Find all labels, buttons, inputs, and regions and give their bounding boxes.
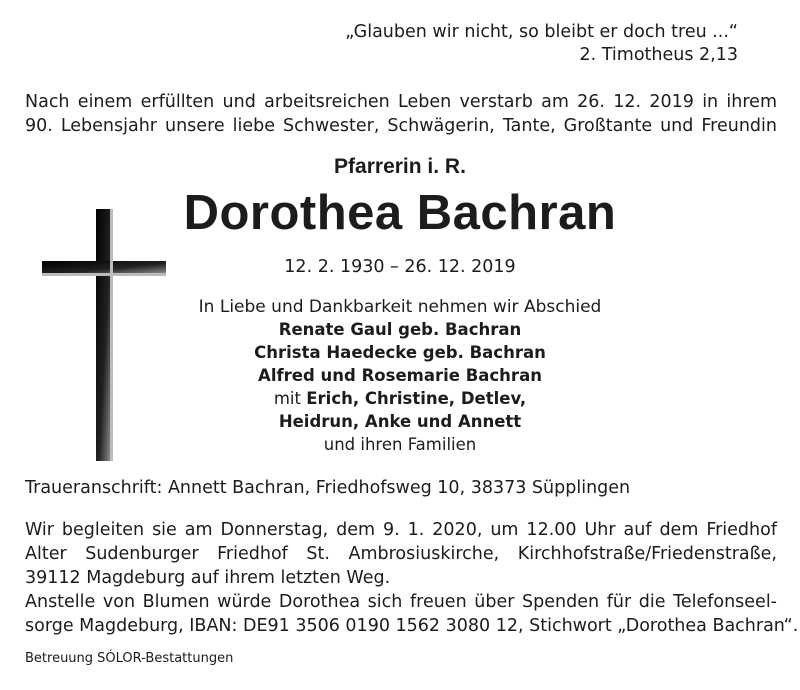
farewell-line: In Liebe und Dankbarkeit nehmen wir Abschied: [198, 297, 602, 317]
intro-line-2: 90. Lebensjahr unsere liebe Schwester, Schwägerin, Tante, Großtante und Freundin: [25, 116, 777, 136]
deceased-name: Dorothea Bachran: [183, 186, 617, 240]
service-line-2: Alter Sudenburger Friedhof St. Ambrosiuskirche, Kirchhofstraße/Friedenstraße,: [25, 544, 777, 564]
service-line-5: sorge Magdeburg, IBAN: DE91 3506 0190 1562 3080 12, Stichwort „Dorothea Bachran“.: [25, 616, 799, 636]
mourner-names-5: Heidrun, Anke und Annett: [278, 412, 522, 431]
bible-verse-quote: „Glauben wir nicht, so bleibt er doch treu ...“: [345, 22, 738, 42]
mourner-name-2: Christa Haedecke geb. Bachran: [254, 343, 546, 362]
bible-verse-reference: 2. Timotheus 2,13: [579, 45, 738, 65]
life-dates: 12. 2. 1930 – 26. 12. 2019: [284, 257, 516, 277]
funeral-home-credit: Betreuung SÓLOR-Bestattungen: [25, 651, 234, 666]
mourner-name-1: Renate Gaul geb. Bachran: [278, 320, 522, 339]
service-line-4: Anstelle von Blumen würde Dorothea sich freuen über Spenden für die Telefonseel-: [25, 592, 777, 612]
mourner-families: und ihren Familien: [323, 435, 477, 454]
mourner-name-3: Alfred und Rosemarie Bachran: [258, 366, 542, 385]
mourning-address: Traueranschrift: Annett Bachran, Friedhofsweg 10, 38373 Süpplingen: [25, 478, 631, 498]
cross-icon: [38, 205, 168, 465]
mourner-line-4: [150, 389, 650, 408]
deceased-title: Pfarrerin i. R.: [334, 155, 466, 178]
service-line-3: 39112 Magdeburg auf ihrem letzten Weg.: [25, 568, 391, 588]
mourner-mit: mit: [273, 389, 301, 408]
service-line-1: Wir begleiten sie am Donnerstag, dem 9. 1. 2020, um 12.00 Uhr auf dem Friedhof: [25, 520, 777, 540]
mourner-names-4: Erich, Christine, Detlev,: [306, 389, 527, 408]
intro-line-1: Nach einem erfüllten und arbeitsreichen Leben verstarb am 26. 12. 2019 in ihrem: [25, 92, 777, 112]
